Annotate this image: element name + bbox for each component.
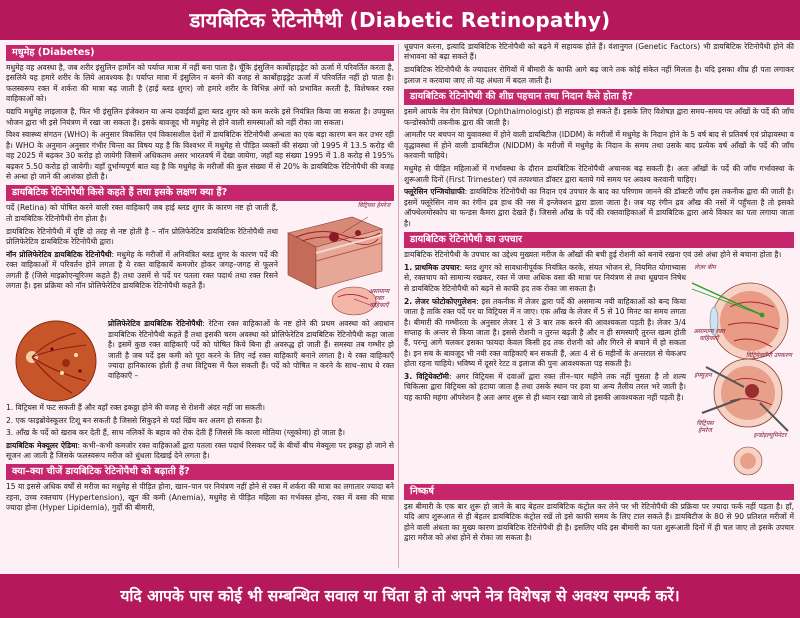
dme-paragraph: [6, 441, 394, 462]
treatment-3-paragraph: [404, 372, 686, 403]
treatment-block: [404, 263, 794, 481]
pdr-list-item-3: 3. आँख के पर्दे को खराब कर देती हैं, साथ नलिकों के बहाव को रोक देती हैं जिससे कि काला मोतिया (ग्लूकोमा) हो जाता है।: [6, 428, 345, 438]
treatment-2-paragraph: [404, 297, 686, 370]
infusion-caption: इंफ्यूज़न: [694, 371, 712, 379]
vitrectomy-instrument-caption: विट्रियेक्टॉमी उपकरण: [746, 351, 792, 359]
section-heading-conclusion: निष्कर्ष: [404, 484, 794, 500]
treatment-figures: [690, 263, 794, 481]
pdr-list-item-2: 2. एक फाइब्रोवेस्कूलर टिशू बन सकती है जिससे सिकुड़ने से पर्दा खिंच कर अलग हो सकता है।: [6, 415, 263, 425]
section-heading-diagnosis: डायबिटिक रेटिनोपैथी की शीघ्र पहचान तथा निदान कैसे होता है?: [404, 89, 794, 105]
diagnosis-paragraph-1: इसमें आपके नेत्र रोग विशेषज्ञ (Ophthalmologist) ही सहायक हो सकते हैं। इसके लिए विशेषज्ञ द्वारा समय–समय पर आँखों के पर्दे की जाँच फन्डोस्कोपी तकनीक द्वारा की जाती है।: [404, 107, 794, 127]
endoilluminator-caption: इन्डोइल्यूमिनेटर: [753, 431, 787, 439]
treatment-3-label: 3. विट्रियेक्टॉमी: [404, 372, 450, 382]
symptoms-paragraph: डायबिटिक रेटिनोपैथी के ज्यादातर रोगियों में बीमारी के काफी आगे बढ़ जाने तक कोई संकेत नहीं मिलता है। यदि इसका शीघ्र ही पता लगाकर इलाज न करवाया जाए तो यह अंधता में बदल जाती है।: [404, 65, 794, 85]
treatment-2-text: : इस तकनीक में लेजर द्वारा पर्दे की असमान्य नयी वाहिकाओं को बन्द किया जाता है ताकि रक्त पर्दे पर या विट्रियस में न जाए। एक आँख के लेजर में 5 से 10 मिनट का समय लगता है। बीमारी की गम्भीरता के अनुसार लेजर 1 से 3 बार तक करने की आवश्यकता पड़ती है। लेजर 3/4 सप्ताह के अन्तर से किया जाता है। इससे रोशनी न तुरन्त बढ़ती है और न ही समस्याएँ तुरन्त खत्म होती हैं, परन्तु आगे चलकर इसका फायदा केवल किसी हद तक रोशनी को और गिरने से बचाने में हो सकता है। इन सब के बावजूद भी नयी रक्त वाहिकाएँ बन सकती हैं, अतः 4 से 6 महीनों के अन्तराल से चेकअप होता रहना चाहिये। भविष्य में दूसरे रेटट व इलाज की पुनः आवश्यकता पड़ सकती है।: [404, 296, 687, 369]
ffa-paragraph: [404, 187, 794, 229]
pdr-list-item-1: 1. विट्रियस में फट सकती हैं और वहाँ रक्त इकठ्ठा होने की वजह से रोशनी अंदर नहीं जा सकती।: [6, 403, 265, 413]
risk-paragraph-continued: धूम्रपान करना, इत्यादि डायबिटिक रेटिनोपैथी को बढ़ने में सहायक होते हैं। वंशानुगत (Genetic Factors) भी डायबिटिक रेटिनोपैथी होने की संभावना को बढ़ा सकते हैं।: [404, 42, 794, 62]
pdr-block: [6, 319, 394, 403]
diagnosis-paragraph-2: आमतौर पर बचपन या युवावस्था में होने वाली डायबिटीज (IDDM) के मरीजों में मधुमेह के निदान होने के 5 वर्ष बाद से प्रतिवर्ष एवं प्रोढ़ावस्था व वृद्धावस्था में होने वाली डायबिटीज (NIDDM) के मरीजों में मधुमेह के निदान के समय तथा उसके बाद प्रत्येक वर्ष आँखों के पर्दे की जाँच करवानी चाहिये।: [404, 130, 794, 161]
npdr-text: : मधुमेह के मरीजों में अनियंत्रित ब्लड शुगर के कारण पर्दे की रक्त वाहिकाओं में परिवर्तन होने लगता है ये रक्त वाहिकायें कमजोर होकर जगह–जगह से फूलने लगती हैं (जिसे माइक्रोएन्यूरिज्म कहते हैं) तथा उसमें से पर्दे पर पतला रक्त पदार्थ तथा रक्त रिसने लगता है। इस प्रक्रिया को नॉन प्रोलिफेरेटिव डायबिटिक रेटिनोपैथी कहते हैं।: [6, 250, 278, 291]
column-divider: [398, 44, 399, 568]
dme-text: : कभी–कभी कमजोर रक्त वाहिकाओं द्वारा पतला रक्त पदार्थ रिसकर पर्दे के बीचों बीच मेक्यूला पर इकट्ठा हो जाने से सूजन आ जाती है जिसके फलस्वरूप मरीज को धुंधला दिखाई देने लगता है।: [6, 440, 394, 461]
abnormal-vessels-caption: असामान्य रक्त वाहिकाएँ: [368, 288, 390, 309]
conclusion-paragraph: इस बीमारी के एक बार शुरू हो जाने के बाद बेहतर डायबिटिक कंट्रोल कर लेने पर भी रेटिनोपैथी की प्रक्रिया पर ज्यादा फर्क नहीं पड़ता है। हाँ, यदि आप शुरूआत से ही बेहतर डायबिटिक कंट्रोल रखें तो इसे काफी समय के लिए टाल सकते हैं। डायबिटीज के 80 से 90 प्रतिशत मरीजों में होने वाली अंधता का मुख्य कारण डायबिटिक रेटिनोपैथी ही है। इसलिए यदि इस बीमारी का पता शुरूआती दिनों में ही चल जाए तो इसके उपचार द्वारा मरीज को अंधा होने से रोका जा सकता है।: [404, 501, 794, 543]
what-is-dr-block: [6, 203, 394, 319]
pdr-text: : रेटिना रक्त वाहिकाओं के नष्ट होने की प्रथम अवस्था को अग्रधान डायबिटिक रेटिनोपैथी कहते हैं तथा इसकी चरम अवस्था को प्रोलिफेरेटिव डायबिटिक रेटिनोपैथी कहा जाता है। इसमें कुछ रक्त वाहिकाएँ पर्दे को पोषित किये बिना ही अवरुद्ध हो जाती हैं। समस्या तब गम्भीर हो जाती है जब पर्दे इस कमी को पूरा करने के लिए नई रक्त वाहिकाएँ बनाने लगता है। ये रक्त वाहिकाएँ ज्यादा हानिकारक होती हैं तथा विट्रियस में फैल सकती हैं। पर्दे को पोषित न करने के साथ–साथ ये रक्त वाहिकाएँ –: [108, 319, 394, 381]
laser-beam-caption: लेज़र बीम: [694, 263, 716, 271]
section-heading-risk-factors: क्या–क्या चीजें डायबिटिक रेटिनोपैथी को बढ़ाती हैं?: [6, 464, 394, 480]
treatment-1-text: : ब्लड शुगर को सावधानीपूर्वक नियंत्रित करके, संयत भोजन से, नियमित योगाभ्यास से, रक्तचाप को सामान्य रखकर, रक्त में जमा अधिक वसा की मात्रा पर नियंत्रण से तथा धूम्रपान निषेध से डायबिटिक रेटिनोपैथी को बढ़ने से काफी हद तक रोका जा सकता है।: [404, 262, 686, 293]
pdr-paragraph: [108, 319, 394, 381]
section-heading-what-is-dr: डायबिटिक रेटिनोपैथी किसे कहते हैं तथा इसके लक्षण क्या हैं?: [6, 185, 394, 201]
section-heading-diabetes: मधुमेह (Diabetes): [6, 45, 394, 61]
ffa-label: फ्लूरेसिन एन्जियोग्राफी: [404, 187, 465, 197]
treatment-intro: डायबिटिक रेटिनोपैथी के उपचार का उद्देश्य मुख्यतः मरीज के आँखों की बची हुई रोशनी को बनाये रखना एवं उसे अंधा होने से बचाना होता है।: [404, 250, 782, 260]
right-column: [404, 42, 794, 570]
diabetes-paragraph-1: मधुमेह वह अवस्था है, जब शरीर इंसुलिन हार्मोन को पर्याप्त मात्रा में नहीं बना पाता है। चूँकि इंसुलिन कार्बोहाइड्रेट को ऊर्जा में परिवर्तित करता है, इसलिये यह हमारे शरीर के लिये आवश्यक है। पर्याप्त मात्रा में इंसुलिन न बनने की वजह से कार्बोहाइड्रेट ऊर्जा में परिवर्तित नहीं हो पाता है। फलस्वरूप रक्त में शर्करा की मात्रा बढ़ जाती है (हाई ब्लड शुगर) जो हमारे शरीर के विभिन्न अंगों को प्रभावित करती है, विशेषकर रक्त वाहिकाओं को।: [6, 62, 394, 104]
eye-cross-section-figure: [282, 203, 394, 319]
section-heading-treatment: डायबिटिक रेटिनोपैथी का उपचार: [404, 232, 794, 248]
page-title: डायबिटिक रेटिनोपैथी (Diabetic Retinopathy): [0, 0, 800, 40]
npdr-paragraph: [6, 250, 278, 292]
footer-banner: यदि आपके पास कोई भी सम्बन्धित सवाल या चिंता हो तो अपने नेत्र विशेषज्ञ से अवश्य सम्पर्क करें।: [0, 574, 800, 618]
laser-abnormal-vessels-caption: असामान्य रक्त वाहिकाएँ: [693, 327, 725, 342]
what-paragraph-1: पर्दे (Retina) को पोषित करने वाली रक्त वाहिकाएँ जब हाई ब्लड शुगर के कारण नष्ट हो जाती हैं, तो डायबिटिक रेटिनोपैथी रोग होता है।: [6, 203, 278, 223]
diagnosis-paragraph-3: मधुमेह से पीड़ित महिलाओं में गर्भावस्था के दौरान डायबिटिक रेटिनोपैथी अचानक बढ़ सकती है। अतः आँखों के पर्दे की जाँच गर्भावस्था के शुरूआती दिनों (First Trimester) एवं तत्पश्चात डॉक्टर द्वारा बताये गये समय पर अवश्य करवानी चाहिए।: [404, 164, 794, 184]
fundus-photo-illustration: [6, 319, 104, 403]
diabetes-paragraph-3: विश्व स्वास्थ्य संगठन (WHO) के अनुसार विकसित एवं विकासशील देशों में डायबिटिक रेटिनोपैथी अन्धता का एक बड़ा कारण बन कर उभर रही है। WHO के अनुमान अनुसार गंभीर चिन्ता का विषय यह है कि विश्वभर में मधुमेह से पीड़ित व्यक्तों की संख्या जो 1995 में 13.5 करोड़ थी वह 2025 में बढ़कर 30 करोड़ हो जायेगी जिसमें अधिकतम असर भारतवर्ष में देखा जायेगा, जहाँ यह संख्या 1995 में 1.8 करोड़ से 195% बढ़कर 5.50 करोड़ हो जायेगी। यहाँ दुर्भाग्यपूर्ण बात यह है कि मधुमेह के मरीजों की कुल संख्या में से 20% के डायबिटिक रेटिनोपैथी की वजह से अन्धा हो जाने की आशंका होती है।: [6, 130, 394, 182]
fundus-photo-figure: [6, 319, 104, 403]
vitrectomy-hemorrhage-caption: विट्रियस हेमरेज: [696, 419, 714, 434]
npdr-label: नॉन प्रोलिफेरेटिव डायबिटिक रेटिनोपैथी: [6, 250, 112, 260]
risk-paragraph-1: 15 या इससे अधिक वर्षों से मरीज का मधुमेह से पीड़ित होना, खान–पान पर नियंत्रण नहीं होने से रक्त में शर्करा की मात्रा का लगातार ज्यादा बने रहना, उच्च रक्तचाप (Hypertension), खून की कमी (Anemia), मधुमेह से पीड़ित महिला का गर्भवस्त होना, रक्त में वसा की मात्रा ज्यादा होना (Hyper Lipidemia), गुर्दों की बीमारी,: [6, 482, 394, 513]
treatment-1-label: 1. प्राथमिक उपचार: [404, 262, 460, 272]
left-column: [6, 42, 394, 570]
treatment-3-text: : अगर विट्रियस में दवाओं द्वारा रक्त तीन–चार महीने तक नहीं चुसता है तो शल्य चिकित्सा द्वारा विट्रियस को हटाया जाता है तथा उसके स्थान पर हवा या अन्य तैलीय तरल भरे जाती है। यह काफी महंगा ऑपरेशन है अतः अगर शुरू से ही ध्यान रखा जाये तो इसकी आवश्यकता नहीं पड़ती है।: [404, 372, 687, 402]
treatment-1-paragraph: [404, 263, 686, 294]
diabetes-paragraph-2: यद्यपि मधुमेह लाइलाज है, फिर भी इंसुलिन इंजेक्शन या अन्य दवाईयाँ द्वारा ब्लड शुगर को कम करके इसे नियंत्रित किया जा सकता है। उपयुक्त भोजन द्वारा भी इसे नियंत्रण में रखा जा सकता है। इसके बावजूद भी मधुमेह से होने वाली समस्याओं को नहीं रोका जा सकता।: [6, 107, 394, 127]
treatment-2-label: 2. लेजर फोटोकोएगुलेशन: [404, 296, 477, 306]
vitreous-hemorrhage-caption: विट्रियस हेमरेज: [357, 202, 391, 210]
ffa-text: : डायबिटिक रेटिनोपैथी का निदान एवं उपचार के बाद का परिणाम जानने की डॉक्टरी जाँच इस तकनीक द्वारा की जाती है। इसमें फ्लूरेसिन नाम का रंगीन द्रव हाथ की नस में इन्जेक्शन द्वारा डाला जाता है। जब यह रंगीन द्रव आँख की नसों में पहुँचता है तो इसको ऑफ्थेलमोस्कोप या फन्डस कैमरा द्वारा देखते हैं। जिससे आँख के पर्दे की रक्तवाहिकाओं में डायबिटिक द्वारा आये विकार का पता लगाया जाता है।: [404, 187, 794, 228]
what-paragraph-2: डायबिटिक रेटिनोपैथी में दृष्टि दो तरह से नष्ट होती है – नॉन प्रोलिफेरेटिव डायबिटिक रेटिनोपैथी तथा प्रोलिफेरेटिव डायबिटिक रेटिनोपैथी द्वारा।: [6, 226, 278, 247]
dme-label: डायबिटिक मेक्यूलर ऐडिमा: [6, 440, 78, 450]
pdr-label: प्रोलिफेरेटिव डायबिटिक रेटिनोपैथी: [108, 319, 203, 329]
